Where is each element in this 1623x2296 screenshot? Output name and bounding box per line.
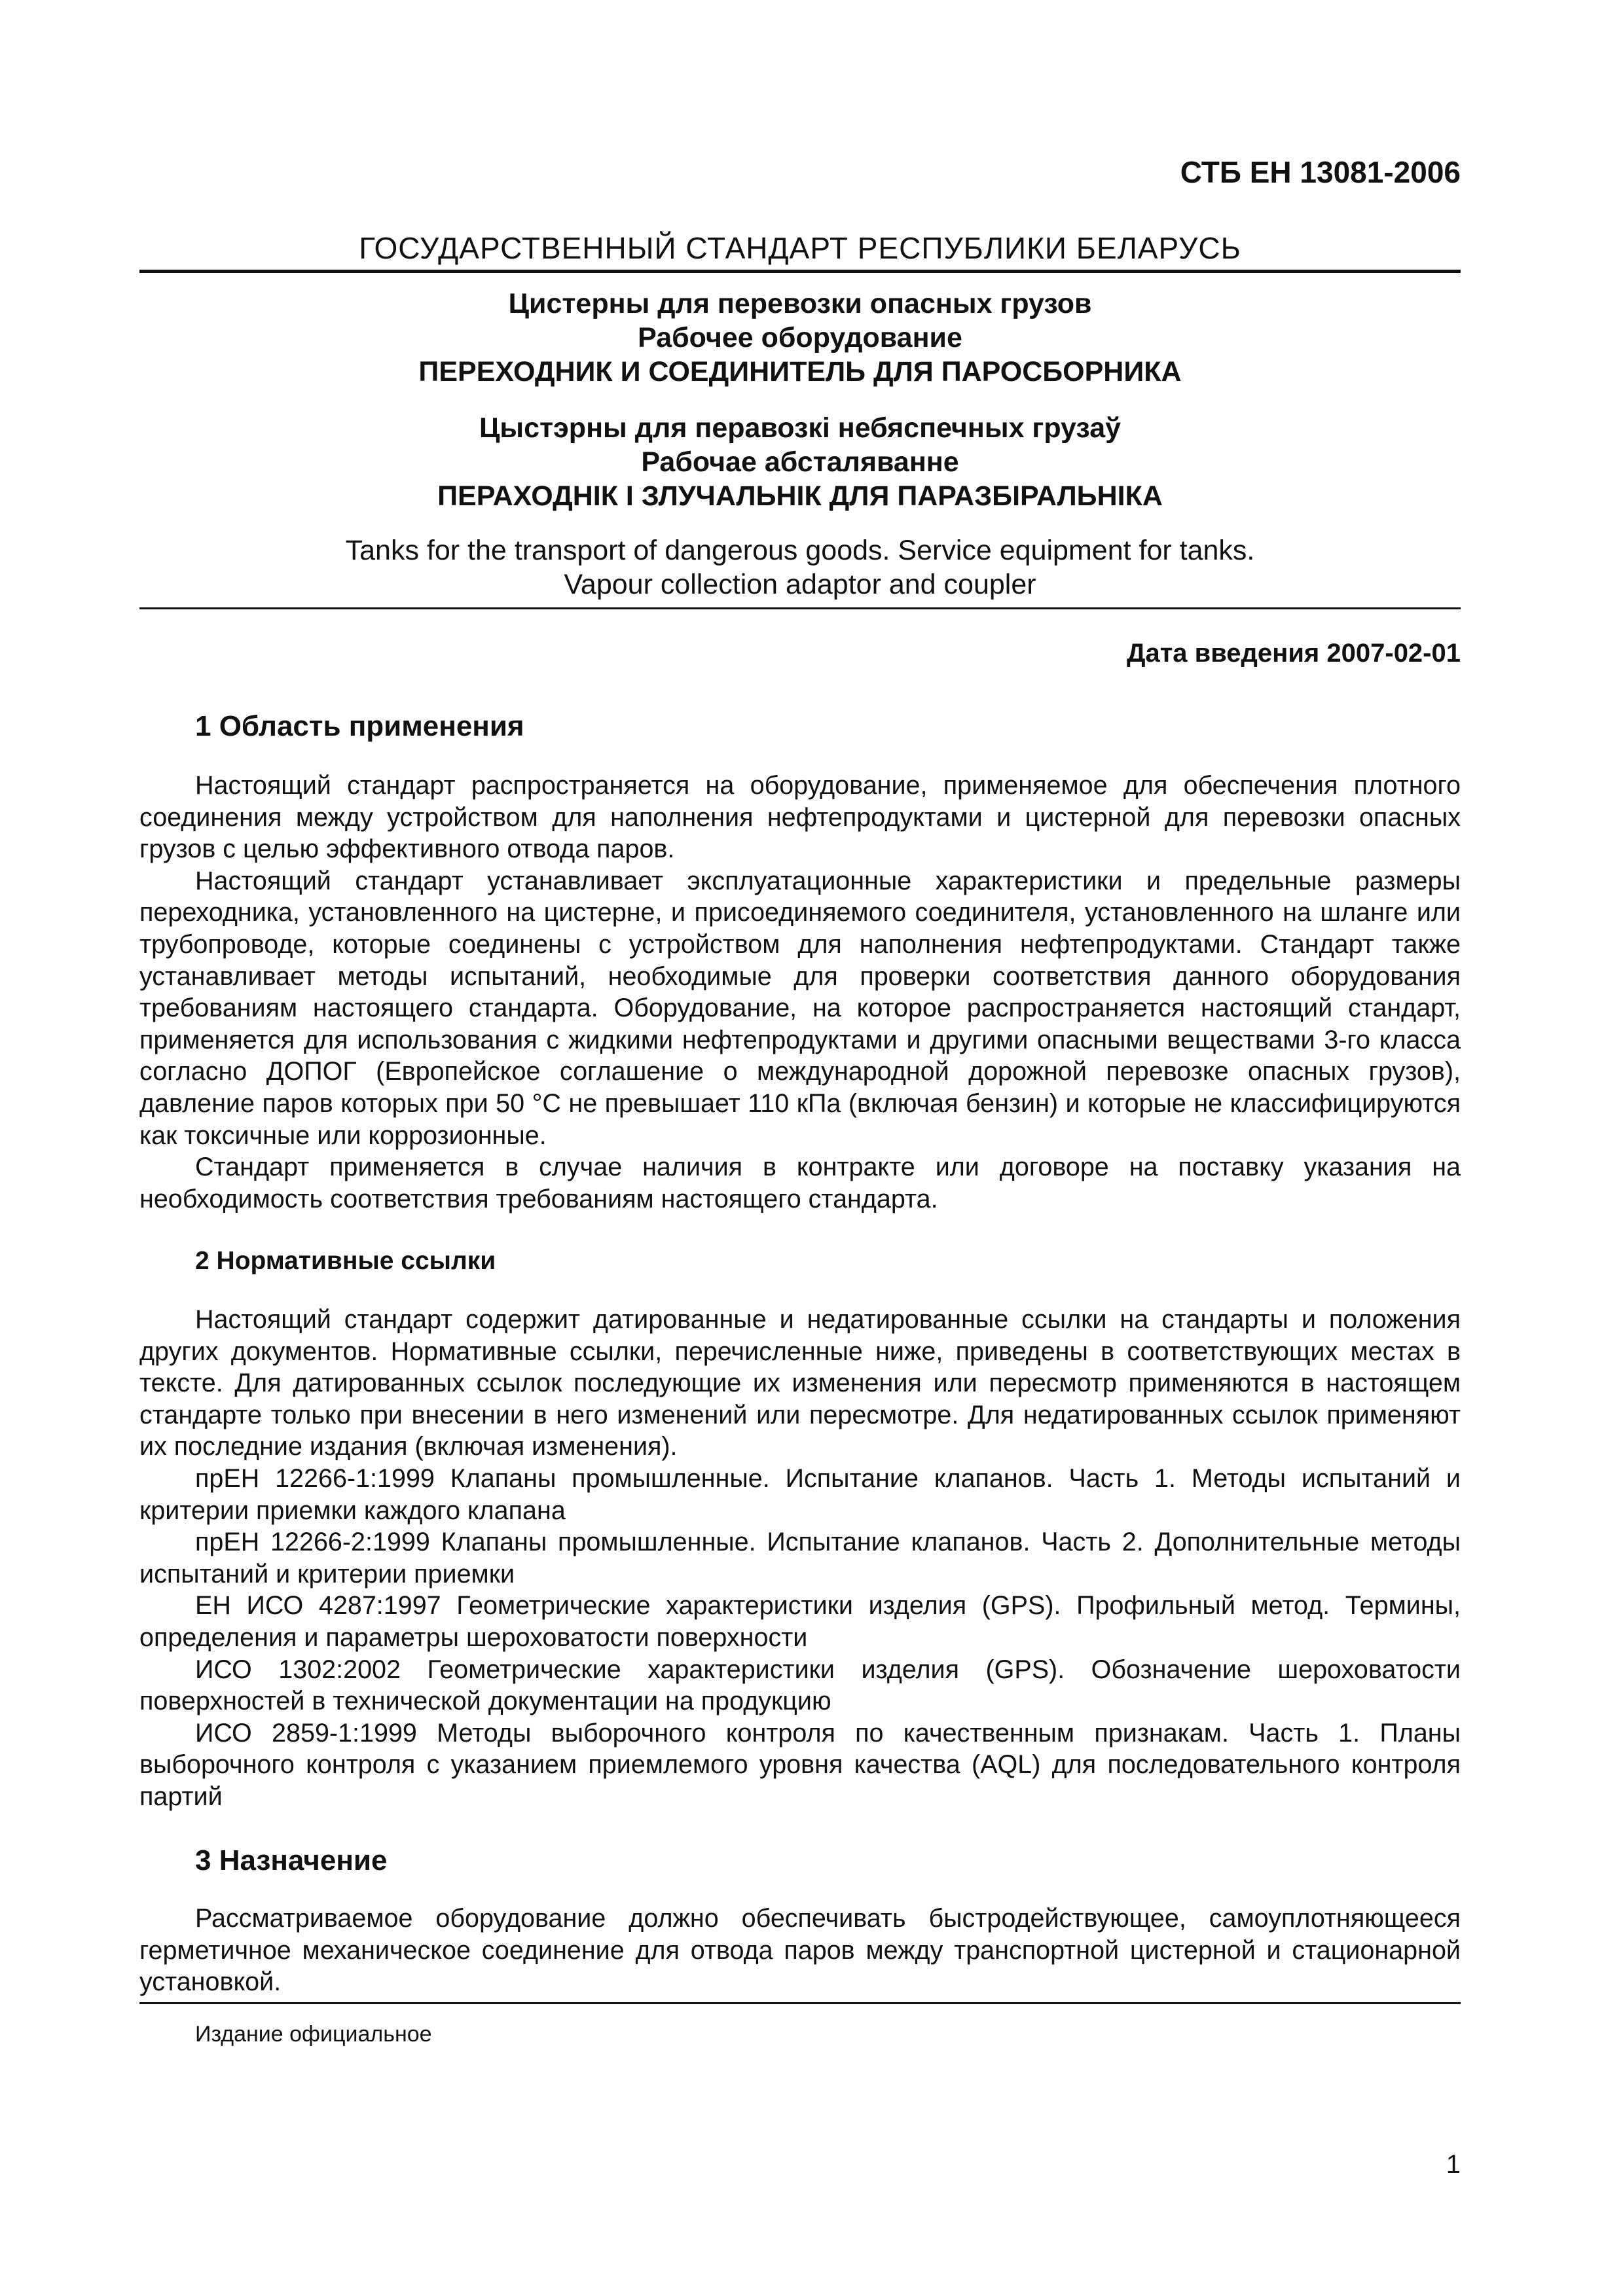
section-2-body <box>139 1304 1461 1813</box>
section-1-paragraph: Настоящий стандарт распространяется на оборудование, применяемое для обеспечения плотного соединения между устройством для наполнения нефтепродуктами и цистерной для перевозки опасных грузов с целью эффективного отвода паров. <box>139 771 1461 864</box>
section-2-paragraph: Настоящий стандарт содержит датированные и недатированные ссылки на стандарты и положения других документов. Нормативные ссылки, перечисленные ниже, приведены в соответствующих местах в тексте. Для датированных ссылок последующие их изменения или пересмотр применяются в настоящем стандарте только при внесении в него изменений или пересмотре. Для недатированных ссылок применяют их последние издания (включая изменения). <box>139 1305 1461 1462</box>
state-standard-title: ГОСУДАРСТВЕННЫЙ СТАНДАРТ РЕСПУБЛИКИ БЕЛАРУСЬ <box>359 231 1241 265</box>
reference-item: прЕН 12266-2:1999 Клапаны промышленные. Испытание клапанов. Часть 2. Дополнительные методы испытаний и критерии приемки <box>139 1528 1461 1588</box>
section-3-heading: 3 Назначение <box>195 1844 388 1876</box>
title-ru-line-3: ПЕРЕХОДНИК И СОЕДИНИТЕЛЬ ДЛЯ ПАРОСБОРНИКА <box>418 356 1182 387</box>
title-by-line-2: Рабочае абсталяванне <box>641 446 959 478</box>
title-en-line-2: Vapour collection adaptor and coupler <box>564 569 1036 600</box>
title-ru-line-1: Цистерны для перевозки опасных грузов <box>508 288 1092 319</box>
reference-item: прЕН 12266-1:1999 Клапаны промышленные. Испытание клапанов. Часть 1. Методы испытаний и критерии приемки каждого клапана <box>139 1463 1461 1525</box>
title-english <box>139 533 1461 601</box>
section-1-paragraph: Стандарт применяется в случае наличия в контракте или договоре на поставку указания на необходимость соответствия требованиям настоящего стандарта. <box>139 1153 1461 1213</box>
title-rule <box>139 607 1461 609</box>
section-2-heading: 2 Нормативные ссылки <box>195 1247 496 1275</box>
header-rule <box>139 270 1461 273</box>
section-1-body <box>139 770 1461 1215</box>
reference-item: ИСО 1302:2002 Геометрические характеристики изделия (GPS). Обозначение шероховатости поверхностей в технической документации на продукцию <box>139 1655 1461 1716</box>
section-3-paragraph: Рассматриваемое оборудование должно обеспечивать быстродействующее, самоуплотняющееся герметичное механическое соединение для отвода паров между транспортной цистерной и стационарной установкой. <box>139 1904 1461 1997</box>
page-number: 1 <box>1446 2150 1461 2179</box>
title-by-line-1: Цыстэрны для перавозкi небяспечных грузаў <box>479 412 1122 444</box>
title-russian <box>139 287 1461 389</box>
footer-rule <box>139 2002 1461 2004</box>
reference-item: ЕН ИСО 4287:1997 Геометрические характеристики изделия (GPS). Профильный метод. Термины, определения и параметры шероховатости поверхности <box>139 1591 1461 1652</box>
section-1-heading: 1 Область применения <box>195 710 524 742</box>
title-en-line-1: Tanks for the transport of dangerous goods. Service equipment for tanks. <box>345 535 1255 566</box>
title-ru-line-2: Рабочее оборудование <box>638 322 962 353</box>
section-3-body <box>139 1903 1461 1998</box>
section-1-paragraph: Настоящий стандарт устанавливает эксплуатационные характеристики и предельные размеры переходника, установленного на цистерне, и присоединяемого соединителя, установленного на шланге или трубопроводе, которые соединены с устройством для наполнения нефтепродуктами. Стандарт также устанавливает методы испытаний, необходимые для проверки соответствия данного оборудования требованиям настоящего стандарта. Оборудование, на которое распространяется настоящий стандарт, применяется для использования с жидкими нефтепродуктами и другими опасными веществами 3-го класса согласно ДОПОГ (Европейское соглашение о международной дорожной перевозке опасных грузов), давление паров которых при 50 °С не превышает 110 кПа (включая бензин) и которые не классифицируются как токсичные или коррозионные. <box>139 866 1461 1150</box>
reference-item: ИСО 2859-1:1999 Методы выборочного контроля по качественным признакам. Часть 1. Планы выборочного контроля с указанием приемлемого уровня качества (AQL) для последовательного контроля партий <box>139 1718 1461 1811</box>
title-belarusian <box>139 411 1461 513</box>
edition-note: Издание официальное <box>195 2022 432 2047</box>
introduction-date: Дата введения 2007-02-01 <box>1126 639 1461 668</box>
title-by-line-3: ПЕРАХОДНIК I ЗЛУЧАЛЬНIК ДЛЯ ПАРАЗБIРАЛЬНIКА <box>437 480 1163 512</box>
document-code: СТБ ЕН 13081-2006 <box>1180 155 1461 189</box>
